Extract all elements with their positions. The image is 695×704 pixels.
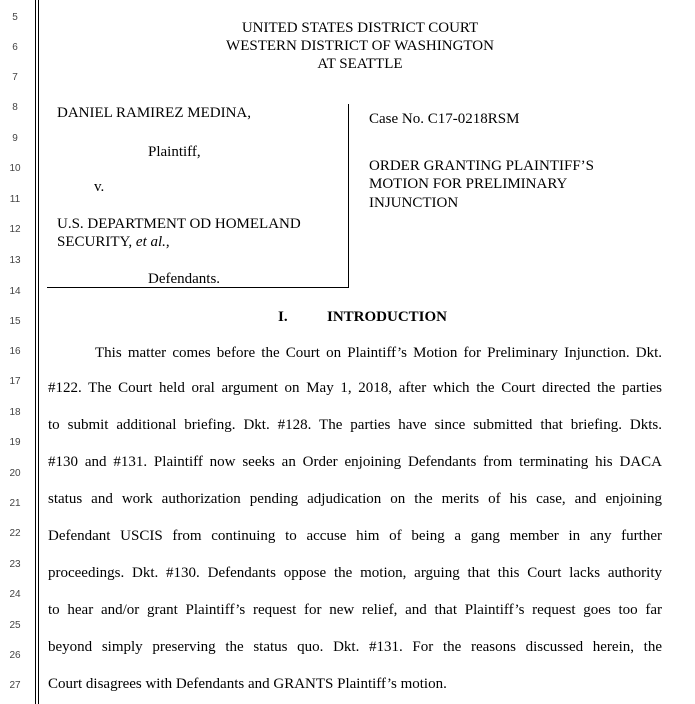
line-number: 15 — [9, 316, 21, 327]
line-number: 26 — [9, 650, 21, 661]
line-number: 9 — [12, 133, 18, 144]
line-number: 12 — [9, 224, 21, 235]
line-number: 13 — [9, 255, 21, 266]
order-title-line1: ORDER GRANTING PLAINTIFF’S — [369, 158, 595, 174]
order-title-line2: MOTION FOR PRELIMINARY — [369, 176, 568, 192]
body-line: This matter comes before the Court on Plaintiff’s Motion for Preliminary Injunction. Dkt. — [95, 345, 662, 361]
line-number: 18 — [9, 407, 21, 418]
body-line: Defendant USCIS from continuing to accuse him of being a gang member in any further — [48, 528, 662, 544]
versus: v. — [94, 179, 105, 195]
court-location: AT SEATTLE — [317, 56, 403, 72]
body-line: proceedings. Dkt. #130. Defendants oppose the motion, arguing that this Court lacks authority — [48, 565, 662, 581]
line-number: 14 — [9, 286, 21, 297]
case-number: Case No. C17-0218RSM — [369, 111, 520, 127]
line-number: 5 — [12, 12, 18, 23]
plaintiff-label: Plaintiff, — [148, 144, 201, 160]
section-numeral: I. — [278, 309, 288, 325]
line-number: 17 — [9, 376, 21, 387]
body-line: to hear and/or grant Plaintiff’s request for new relief, and that Plaintiff’s request goes too far — [48, 602, 662, 618]
line-number: 22 — [9, 528, 21, 539]
et-al: et al. — [135, 234, 166, 250]
body-line: #122. The Court held oral argument on May 1, 2018, after which the Court directed the parties — [48, 380, 662, 396]
caption-divider-vertical — [348, 104, 349, 287]
line-number: 23 — [9, 559, 21, 570]
margin-rule-inner — [38, 0, 39, 704]
defendants-label: Defendants. — [148, 271, 221, 287]
caption-divider-horizontal — [47, 287, 349, 288]
plaintiff-name: DANIEL RAMIREZ MEDINA, — [57, 105, 252, 121]
body-line: beyond simply preserving the status quo. Dkt. #131. For the reasons discussed herein, the — [48, 639, 662, 655]
line-number: 7 — [12, 72, 18, 83]
body-line: status and work authorization pending adjudication on the merits of his case, and enjoining — [48, 491, 662, 507]
defendant-line2: SECURITY, et al., — [57, 234, 170, 250]
line-number: 21 — [9, 498, 21, 509]
line-number: 25 — [9, 620, 21, 631]
court-name: UNITED STATES DISTRICT COURT — [241, 20, 479, 36]
defendant-line1: U.S. DEPARTMENT OD HOMELAND — [57, 216, 301, 232]
court-district: WESTERN DISTRICT OF WASHINGTON — [226, 38, 494, 54]
line-number: 10 — [9, 163, 21, 174]
line-number: 16 — [9, 346, 21, 357]
line-number: 24 — [9, 589, 21, 600]
body-line: to submit additional briefing. Dkt. #128. The parties have since submitted that briefing. Dkts. — [48, 417, 662, 433]
line-number: 19 — [9, 437, 21, 448]
line-number: 8 — [12, 102, 18, 113]
section-heading: INTRODUCTION — [327, 309, 448, 325]
body-line: Court disagrees with Defendants and GRANTS Plaintiff’s motion. — [48, 676, 447, 692]
order-title-line3: INJUNCTION — [369, 195, 459, 211]
line-number: 20 — [9, 468, 21, 479]
body-line: #130 and #131. Plaintiff now seeks an Order enjoining Defendants from terminating his DACA — [48, 454, 662, 470]
margin-rule-outer — [35, 0, 36, 704]
line-number: 11 — [9, 194, 21, 205]
line-number: 6 — [12, 42, 18, 53]
line-number: 27 — [9, 680, 21, 691]
